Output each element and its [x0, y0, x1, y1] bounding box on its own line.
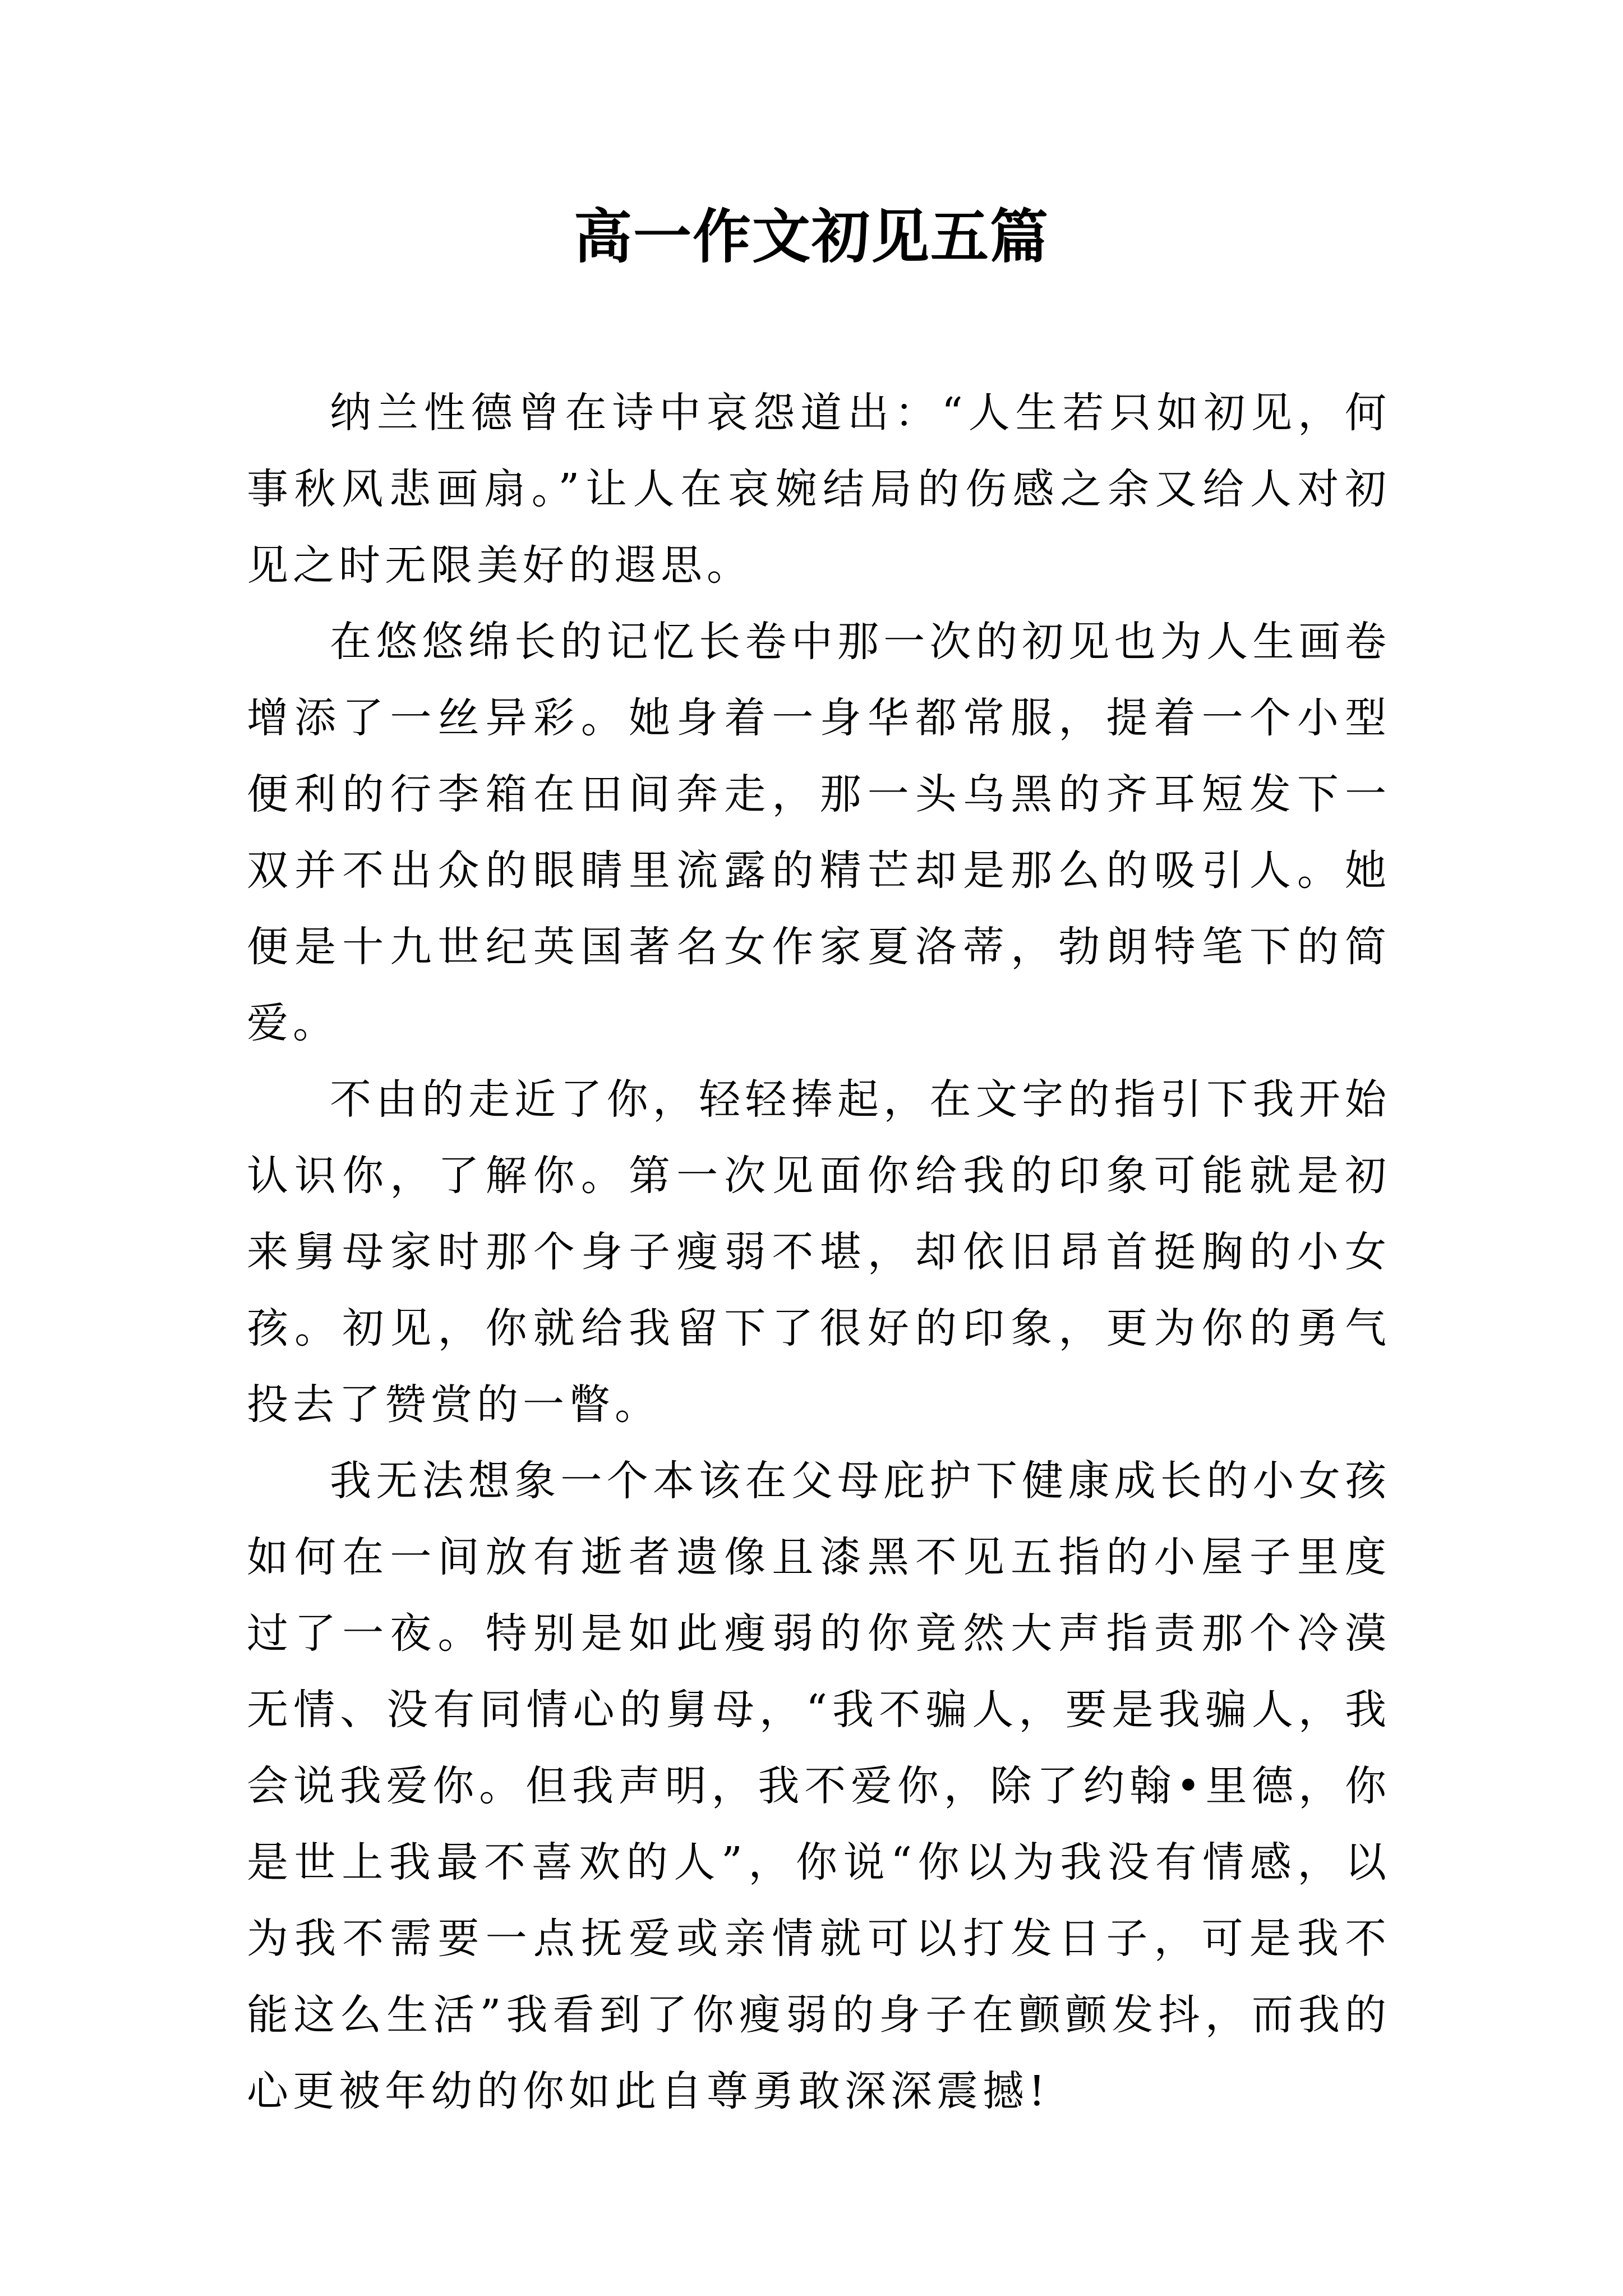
paragraph-2: 在悠悠绵长的记忆长卷中那一次的初见也为人生画卷增添了一丝异彩。她身着一身华都常服，提着一个小型便利的行李箱在田间奔走，那一头乌黑的齐耳短发下一双并不出众的眼睛里流露的精芒却是那么的吸引人。她便是十九世纪英国著名女作家夏洛蒂，勃朗特笔下的简爱。 [247, 618, 1391, 1047]
paragraph-3: 不由的走近了你，轻轻捧起，在文字的指引下我开始认识你，了解你。第一次见面你给我的印象可能就是初来舅母家时那个身子瘦弱不堪，却依旧昂首挺胸的小女孩。初见，你就给我留下了很好的印象，更为你的勇气投去了赞赏的一瞥。 [247, 1075, 1391, 1429]
document-body [247, 375, 1391, 2129]
paragraph-1: 纳兰性德曾在诗中哀怨道出：“人生若只如初见，何事秋风悲画扇。”让人在哀婉结局的伤感之余又给人对初见之时无限美好的遐思。 [247, 389, 1391, 590]
paragraph-4: 我无法想象一个本该在父母庇护下健康成长的小女孩如何在一间放有逝者遗像且漆黑不见五指的小屋子里度过了一夜。特别是如此瘦弱的你竟然大声指责那个冷漠无情、没有同情心的舅母，“我不骗人，要是我骗人，我会说我爱你。但我声明，我不爱你，除了约翰•里德，你是世上我最不喜欢的人”，你说“你以为我没有情感，以为我不需要一点抚爱或亲情就可以打发日子，可是我不能这么生活”我看到了你瘦弱的身子在颤颤发抖，而我的心更被年幼的你如此自尊勇敢深深震撼! [247, 1457, 1391, 2115]
document-title: 高一作文初见五篇 [573, 202, 1049, 271]
